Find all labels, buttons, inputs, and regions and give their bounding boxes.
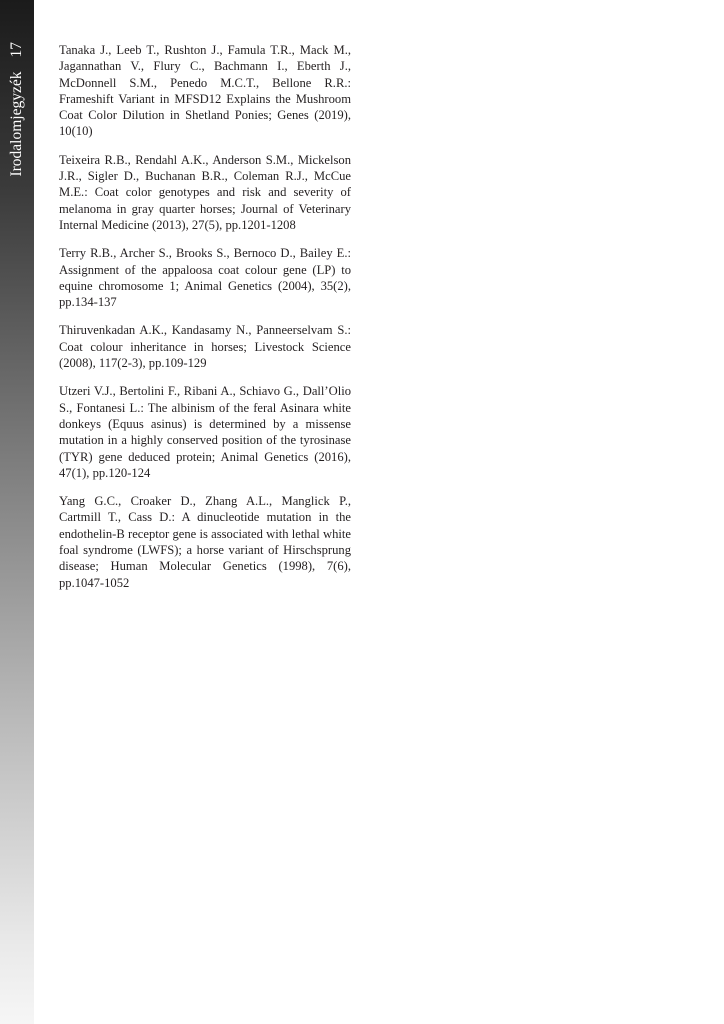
- side-header: [3, 42, 31, 222]
- reference-entry: Terry R.B., Archer S., Brooks S., Bernoco D., Bailey E.: Assignment of the appaloosa coat colour gene (LP) to equine chromosome 1; Animal Genetics (2004), 35(2), pp.134-137: [59, 246, 351, 310]
- side-header-text: [3, 42, 31, 222]
- reference-entry: Tanaka J., Leeb T., Rushton J., Famula T.R., Mack M., Jagannathan V., Flury C., Bachmann I., Eberth J., McDonnell S.M., Penedo M.C.T., Bellone R.R.: Frameshift Variant in MFSD12 Explains the Mushroom Coat Color Dilution in Shetland Ponies; Genes (2019), 10(10): [59, 43, 351, 139]
- section-title: Irodalomjegyzék: [8, 71, 25, 177]
- reference-entry: Utzeri V.J., Bertolini F., Ribani A., Schiavo G., Dall’Olio S., Fontanesi L.: The albinism of the feral Asinara white donkeys (Equus asinus) is determined by a missense mutation in a highly conserved position of the tyrosinase (TYR) gene deduced protein; Animal Genetics (2016), 47(1), pp.120-124: [59, 384, 351, 480]
- reference-entry: Teixeira R.B., Rendahl A.K., Anderson S.M., Mickelson J.R., Sigler D., Buchanan B.R., Coleman R.J., McCue M.E.: Coat color genotypes and risk and severity of melanoma in gray quarter horses; Journal of Veterinary Internal Medicine (2013), 27(5), pp.1201-1208: [59, 152, 351, 232]
- reference-entry: Thiruvenkadan A.K., Kandasamy N., Panneerselvam S.: Coat colour inheritance in horses; Livestock Science (2008), 117(2-3), pp.109-129: [59, 323, 351, 371]
- reference-list: [59, 42, 351, 603]
- reference-entry: Yang G.C., Croaker D., Zhang A.L., Manglick P., Cartmill T., Cass D.: A dinucleotide mutation in the endothelin-B receptor gene is associated with lethal white foal syndrome (LWFS); a horse variant of Hirschsprung disease; Human Molecular Genetics (1998), 7(6), pp.1047-1052: [59, 494, 351, 590]
- side-gradient-band: [0, 0, 34, 1024]
- page-number: 17: [8, 42, 25, 58]
